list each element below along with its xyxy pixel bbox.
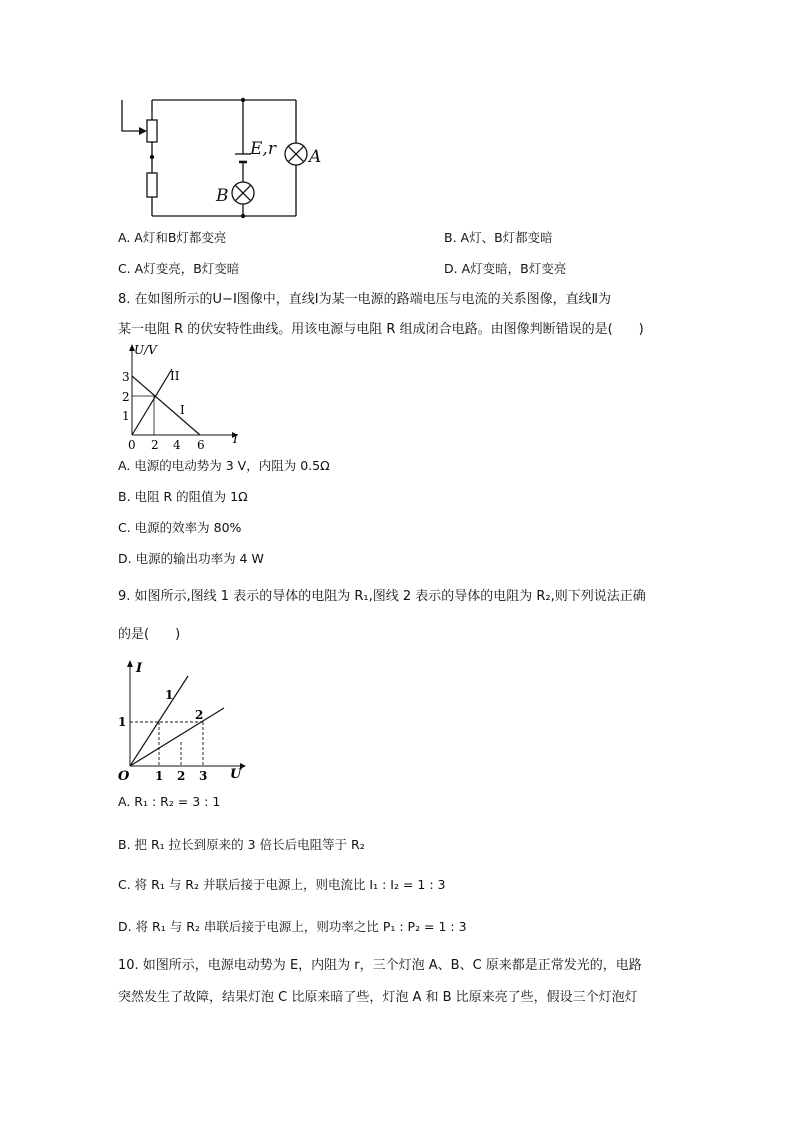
q8-option-b: B. 电阻 R 的阻值为 1Ω [118,489,248,504]
q8-x-tick: 4 [173,438,181,452]
q9-origin-label: O [118,769,130,782]
q8-line-ii [132,369,172,435]
lamp-a-label: A [309,147,322,167]
q8-y-axis-label: U/V [134,343,157,357]
q8-line-i [132,376,200,435]
q9-y-tick: 1 [118,715,127,729]
q9-option-b: B. 把 R₁ 拉长到原来的 3 倍长后电阻等于 R₂ [118,837,365,852]
q9-line-1-label: 1 [165,688,174,702]
battery-label: E,r [250,139,276,159]
q8-line-i-label: I [180,403,185,417]
q8-y-tick: 1 [122,409,130,423]
q7-option-d: D. A灯变暗，B灯变亮 [444,261,567,276]
q8-option-a: A. 电源的电动势为 3 V，内阻为 0.5Ω [118,458,330,473]
q9-x-axis-label: U [230,767,242,782]
q9-y-axis-label: I [136,661,143,676]
q8-option-d: D. 电源的输出功率为 4 W [118,551,264,566]
q8-ui-graph [112,342,262,454]
q9-stem-line2: 的是( ) [118,627,181,642]
q8-y-tick: 3 [122,370,130,384]
q9-iu-graph [112,660,252,782]
q7-option-c: C. A灯变亮，B灯变暗 [118,261,240,276]
q8-stem-line2: 某一电阻 R 的伏安特性曲线。用该电源与电阻 R 组成闭合电路。由图像判断错误的是( ) [118,322,644,337]
q8-option-c: C. 电源的效率为 80% [118,520,242,535]
q8-line-ii-label: II [170,369,180,383]
q8-y-tick: 2 [122,390,130,404]
q9-x-tick: 2 [177,769,186,782]
q7-option-b: B. A灯、B灯都变暗 [444,230,553,245]
q8-origin-label: 0 [128,438,136,452]
q8-x-axis-label: I [233,432,238,446]
q9-option-c: C. 将 R₁ 与 R₂ 并联后接于电源上，则电流比 I₁ : I₂ = 1 : 3 [118,877,446,892]
q10-stem-line2: 突然发生了故障，结果灯泡 C 比原来暗了些，灯泡 A 和 B 比原来亮了些，假设三个灯泡灯 [118,990,638,1005]
q9-line-2-label: 2 [195,708,204,722]
q9-option-a: A. R₁ : R₂ = 3 : 1 [118,794,221,809]
lamp-a-icon [285,143,307,165]
q9-option-d: D. 将 R₁ 与 R₂ 串联后接于电源上，则功率之比 P₁ : P₂ = 1 : 3 [118,919,467,934]
q10-stem-line1: 10. 如图所示，电源电动势为 E，内阻为 r，三个灯泡 A、B、C 原来都是正常发光的，电路 [118,958,642,973]
lamp-b-icon [232,182,254,204]
circuit-diagram [110,90,340,225]
q8-x-tick: 6 [197,438,205,452]
q7-option-a: A. A灯和B灯都变亮 [118,230,227,245]
q9-line-2 [130,708,224,766]
q9-stem-line1: 9. 如图所示,图线 1 表示的导体的电阻为 R₁,图线 2 表示的导体的电阻为 R₂,则下列说法正确 [118,589,646,604]
q8-x-tick: 2 [151,438,159,452]
lamp-b-label: B [216,186,229,206]
q9-x-tick: 3 [199,769,208,782]
q8-stem-line1: 8. 在如图所示的U−I图像中，直线Ⅰ为某一电源的路端电压与电流的关系图像，直线Ⅱ为 [118,292,612,307]
q9-x-tick: 1 [155,769,164,782]
